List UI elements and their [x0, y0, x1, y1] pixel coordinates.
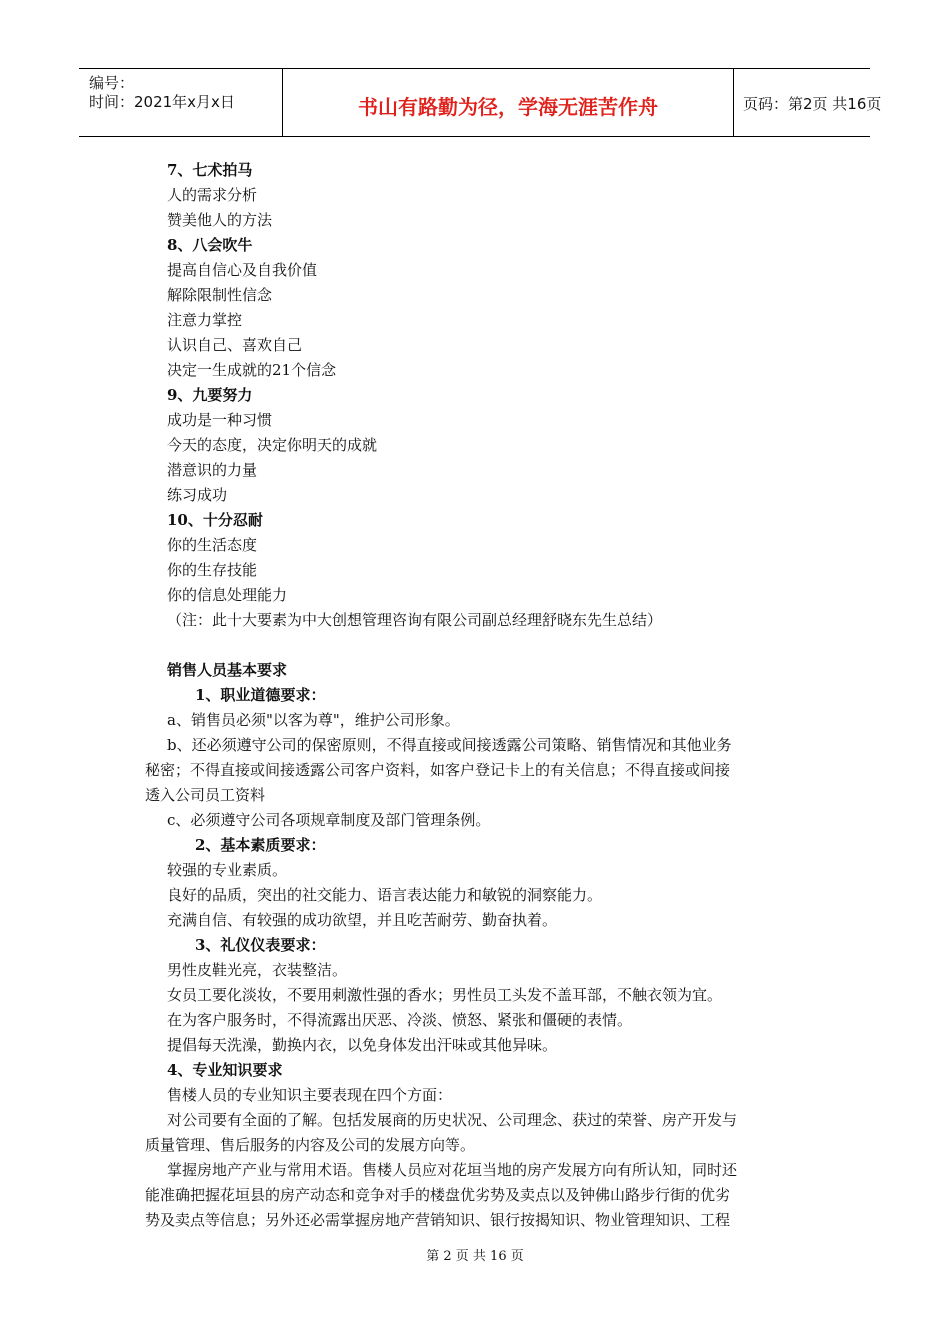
header-left-cell [79, 69, 282, 136]
paragraph-line: 对公司要有全面的了解。包括发展商的历史状况、公司理念、获过的荣誉、房产开发与 [167, 1111, 738, 1129]
subsection-heading: 4、专业知识要求 [167, 1061, 283, 1079]
list-item: 赞美他人的方法 [167, 211, 273, 229]
paragraph-line: 售楼人员的专业知识主要表现在四个方面： [167, 1086, 453, 1104]
document-date-label: 时间：2021年x月x日 [89, 93, 235, 111]
paragraph-line: 透入公司员工资料 [145, 786, 266, 804]
page-header [79, 68, 882, 137]
paragraph-line: 势及卖点等信息；另外还必需掌握房地产营销知识、银行按揭知识、物业管理知识、工程 [145, 1211, 731, 1229]
paragraph-line: 良好的品质，突出的社交能力、语言表达能力和敏锐的洞察能力。 [167, 886, 603, 904]
list-item: 人的需求分析 [167, 186, 258, 204]
paragraph-line: 秘密；不得直接或间接透露公司客户资料，如客户登记卡上的有关信息；不得直接或间接 [145, 761, 731, 779]
paragraph-line: a、销售员必须"以客为尊"，维护公司形象。 [167, 711, 460, 729]
paragraph-line: 提倡每天洗澡，勤换内衣，以免身体发出汗味或其他异味。 [167, 1036, 558, 1054]
list-item: 你的生存技能 [167, 561, 258, 579]
header-motto: 书山有路勤为径，学海无涯苦作舟 [358, 95, 658, 119]
paragraph-line: 能准确把握花垣县的房产动态和竞争对手的楼盘优劣势及卖点以及钟佛山路步行街的优劣 [145, 1186, 731, 1204]
header-page-info: 页码：第2页 共16页 [743, 95, 882, 113]
header-motto-cell [282, 69, 734, 136]
subsection-heading: 3、礼仪仪表要求： [195, 936, 326, 954]
section-heading: 7、七术拍马 [167, 161, 253, 179]
list-item: 认识自己、喜欢自己 [167, 336, 303, 354]
paragraph-line: 男性皮鞋光亮，衣装整洁。 [167, 961, 348, 979]
paragraph-line: 充满自信、有较强的成功欲望，并且吃苦耐劳、勤奋执着。 [167, 911, 558, 929]
list-item: 解除限制性信念 [167, 286, 273, 304]
page-footer: 第 2 页 共 16 页 [426, 1249, 524, 1264]
list-item: 你的生活态度 [167, 536, 258, 554]
paragraph-line: 掌握房地产产业与常用术语。售楼人员应对花垣当地的房产发展方向有所认知，同时还 [167, 1161, 738, 1179]
list-item: 提高自信心及自我价值 [167, 261, 318, 279]
paragraph-line: b、还必须遵守公司的保密原则，不得直接或间接透露公司策略、销售情况和其他业务 [167, 736, 732, 754]
list-item: 你的信息处理能力 [167, 586, 288, 604]
paragraph-line: 较强的专业素质。 [167, 861, 288, 879]
subsection-heading: 2、基本素质要求： [195, 836, 326, 854]
list-item: 练习成功 [167, 486, 228, 504]
paragraph-line: c、必须遵守公司各项规章制度及部门管理条例。 [167, 811, 491, 829]
list-item: 成功是一种习惯 [167, 411, 273, 429]
list-item: 潜意识的力量 [167, 461, 258, 479]
section-heading: 10、十分忍耐 [167, 511, 263, 529]
paragraph-line: 女员工要化淡妆，不要用刺激性强的香水；男性员工头发不盖耳部，不触衣领为宜。 [167, 986, 723, 1004]
section-heading: 8、八会吹牛 [167, 236, 253, 254]
list-item: 决定一生成就的21个信念 [167, 361, 337, 379]
section-heading: 9、九要努力 [167, 386, 253, 404]
paragraph-line: 在为客户服务时，不得流露出厌恶、冷淡、愤怒、紧张和僵硬的表情。 [167, 1011, 633, 1029]
list-item: 注意力掌控 [167, 311, 243, 329]
note-text: （注：此十大要素为中大创想管理咨询有限公司副总经理舒晓东先生总结） [167, 611, 663, 629]
subsection-heading: 1、职业道德要求： [195, 686, 326, 704]
section-title: 销售人员基本要求 [167, 661, 288, 679]
list-item: 今天的态度，决定你明天的成就 [167, 436, 378, 454]
paragraph-line: 质量管理、售后服务的内容及公司的发展方向等。 [145, 1136, 476, 1154]
document-number-label: 编号： [89, 74, 135, 92]
